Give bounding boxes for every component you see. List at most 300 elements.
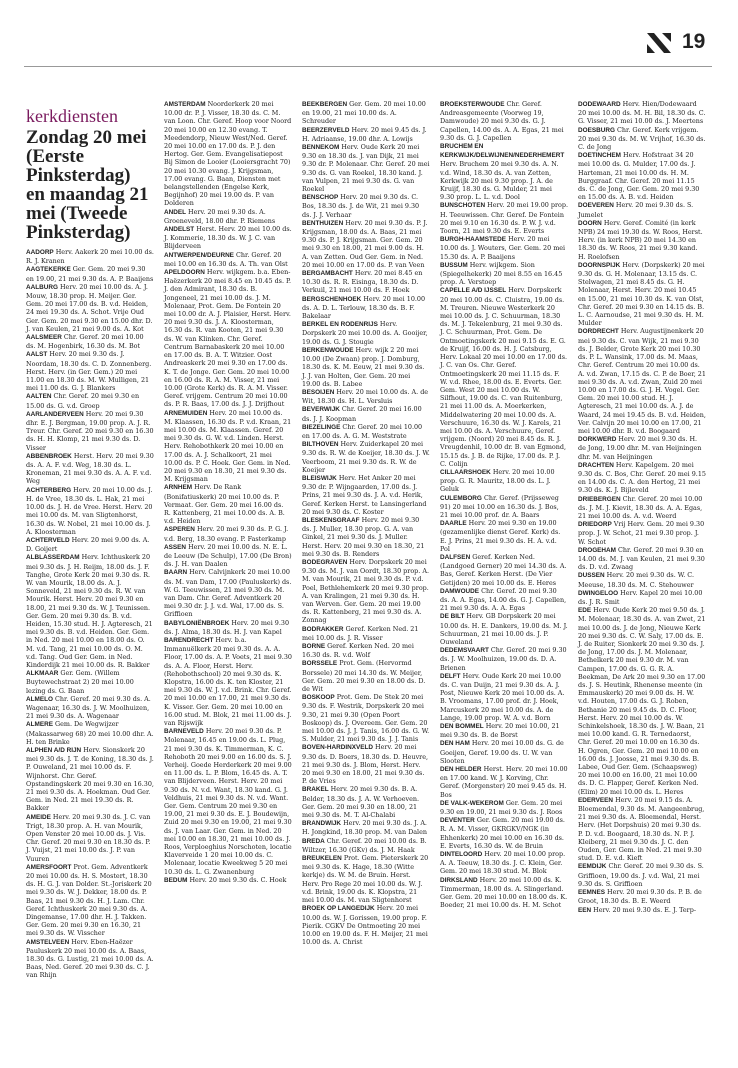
listing-entry: [302, 743, 430, 785]
service-details: Herv. 20 mei 9.30 ds. P. Molenaar, 16.45 en 19.00 ds. L. Plug, 21 mei 9.30 ds. K. Timmerman, K. C. Rehoboth 20 mei 9.00 en 16.00 ds. S. J. Verheij. Goede Herderkerk 20 mei 9.00 en 11.00 ds. L. P. Blom, 16.45 ds. A. T. van Blijderveen. Herst. Herv. 20 mei 9.30 ds. N. v.d. Want, 18.30 kand. G. J. Veldhuis, 21 mei 9.30 ds. N. v.d. Want. Ger. Gem. Centrum 20 mei 9.30 en 19.00, 21 mei 9.30 ds. E. J. Boudewijn, Zuid 20 mei 9.30 en 19.00, 21 mei 9.30 ds. J. van Laar. Ger. Gem. in Ned. 20 mei 10.00 en 18.30, 21 mei 10.00 ds. J. Roos, Verploeghius Norschoten, locatie Klaverveide 1 20 mei 10.00 ds. C. Molenaar, locatie Kweekweg 5 20 mei 10.30 ds. L. G. Zwanenburg: [164, 727, 292, 876]
place-name: DEDEMSVAART: [440, 647, 489, 655]
place-name: ASPEREN: [164, 526, 195, 534]
listing-entry: [578, 435, 706, 461]
place-name: EEMNES: [578, 889, 605, 897]
service-details: Herv. (Dorpskerk) 20 mei 9.30 ds. G. H. Molenaar, 13.15 ds. C. Stelwagen, 21 mei 8.45 ds. G. H. Molenaar, Herst. Herv. 20 mei 10.45 en 15.00, 21 mei 10.30 ds. K. van Olst, Chr. Geref. 20 mei 9.30 en 14.15 ds. B. L. C. Aarnoudse, 21 mei 9.30 ds. H. M. Mulder: [578, 260, 705, 328]
place-name: EEN: [578, 906, 592, 914]
listing-entry: [26, 938, 154, 980]
listing-entry: [26, 695, 154, 721]
listing-entry: [440, 612, 568, 646]
place-name: BESOIJEN: [302, 388, 335, 396]
listing-entry: [578, 862, 706, 888]
place-name: BRAKEL: [302, 786, 329, 794]
service-details: Prot. Gem. De Stek 20 mei 9.30 ds. F. Westrik, Dorpskerk 20 mei 9.30, 21 mei 9.30 (Open Poort Boskoop) ds. J. Overeem. Ger. Gem. 20 mei 10.00 ds. J. J. Tanis, 16.00 ds. G. W. S. Mulder, 21 mei 9.30 ds. J. J. Tanis: [302, 693, 430, 744]
service-details: Geref. Kerken Ned. (Landgoed Gerner) 20 mei 14.30 ds. A. Bas, Geref. Kerken Herst. (De Vier Getijden) 20 mei 10.00 ds. E. Heres: [440, 552, 567, 587]
service-details: Herv. 20 mei 9.30 dhr. E. J. Bergman, 19.00 prop. A. J. R. Treur. Chr. Geref. 20 mei 9.30 en 16.30 ds. H. H. Klomp, 21 mei 9.30 ds. D. Visser: [26, 409, 154, 452]
place-name: BAARN: [164, 569, 188, 577]
service-details: Chr. Geref. 20 mei 10.00 en 17.00 ds. A. G. M. Weststrate: [302, 422, 423, 440]
service-details: Herv. 20 mei 9.30 ds. E. J. Terp-: [591, 905, 696, 914]
service-details: Herv. 20 mei 9.30 en 19.00 (gezamenlijke dienst Geref. Kerk) ds. E. J. Prins, 21 mei 9.30 ds. H. A. v.d. Pol: [440, 519, 561, 553]
place-name: DOORN: [578, 219, 602, 227]
service-details: Herv. 20 mei 9.30 ds. J. Alma, 18.30 ds. H. J. van Kapel: [164, 618, 290, 636]
place-name: ARNHEM: [164, 484, 193, 492]
listing-entry: [302, 100, 430, 126]
place-name: APELDOORN: [164, 269, 205, 277]
listing-entry: [578, 495, 706, 521]
place-name: BERKENWOUDE: [302, 346, 354, 354]
place-name: BLEISWIJK: [302, 474, 337, 482]
place-name: EDE: [578, 607, 592, 615]
service-details: Herv. Oude Kerk 20 mei 10.00 ds. C. van Duijn, 21 mei 9.30 ds. A. J. Post, Nieuwe Kerk 20 mei 10.00 ds. A. B. Vroomans, 17.00 prof. dr. J. Hoek, Marcuskerk 20 mei 10.00 ds. A. de Lange, 19.00 prop. W. A. v.d. Born: [440, 671, 565, 722]
service-details: Herv. 20 mei 9.30 ds. C. Hoek: [187, 875, 287, 884]
service-details: Herv. Eben-Haëzer Pauluskerk 20 mei 10.00 ds. A. Baas, 18.30 ds. G. Lustig, 21 mei 10.00 ds. A. Baas, Ned. Geref. 20 mei 9.30 ds. C. J. van Rhijn: [26, 937, 154, 980]
service-details: Herv. 20 mei 10.00 ds. J. H. de Vree, 18.30 ds. L. Hak, 21 mei 10.00 ds. J. H. de Vree. Herst. Herv. 20 mei 10.00 ds. M. van Sligtenhorst, 16.30 ds. W. Nobel, 21 mei 10.00 ds. J. A. Kloosterman: [26, 485, 153, 536]
place-name: BLESKENSGRAAF: [302, 516, 360, 524]
listing-entry: [26, 553, 154, 669]
place-name: DUSSEN: [578, 572, 605, 580]
listing-entry: [302, 126, 430, 143]
listing-entry: [578, 606, 706, 796]
place-name: AALST: [26, 351, 48, 359]
listing-entry: [578, 461, 706, 495]
listing-entry: [578, 126, 706, 152]
page-number: 19: [682, 30, 706, 53]
listing-entry: [440, 799, 568, 816]
place-name: CAPELLE A/D IJSSEL: [440, 287, 507, 295]
listing-entry: [302, 405, 430, 422]
place-name: BOVEN-HARDINXVELD: [302, 744, 374, 752]
listing-entry: [440, 876, 568, 910]
service-details: Herv. 20 mei 9.15 ds. A. Bloemendal, 9.30 ds. M. Aangeenbrug, 21 mei 9.30 ds. A. Bloemendal, Herst. Herv. (Het Dorpshuis) 20 mei 9.30 ds. P. D. v.d. Boogaard, 18.30 ds. N. P. J. Kleiberg, 21 mei 9.30 ds. J. C. den Ouden, Ger. Gem. in Ned. 21 mei 9.30 stud. D. E. v.d. Kieft: [578, 795, 705, 863]
listing-column-2: [164, 100, 292, 885]
service-details: Chr. Geref. 20 mei 10.00 ds. B. Wiltzer, 16.30 (GKv) ds. J. M. Haak: [302, 836, 427, 854]
place-name: BROEK OP LANGEDIJK: [302, 905, 375, 913]
listing-entry: [164, 251, 292, 268]
service-details: Herv. b.a. Immanuëlkerk 20 mei 9.30 ds. A. A. Floor, 17.00 ds. A. P. Voets, 21 mei 9.30 ds. A. A. Floor, Herst. Herv. (Rehobothschool) 20 mei 9.30 ds. K. Klopstra, 16.00 ds. K. ten Kloster, 21 mei 9.30 ds. W. J. v.d. Brink. Chr. Geref. 20 mei 10.00 en 17.00, 21 mei 9.30 ds. K. Visser. Ger. Gem. 20 mei 10.00 en 16.00 stud. M. Blok, 21 mei 11.00 ds. J. van Rijswijk: [164, 636, 292, 728]
service-details: Herv. Dorpskerk 20 mei 10.00 ds. A. Gooijer, 19.00 ds. G. J. Stougie: [302, 320, 428, 346]
place-name: BENTHUIZEN: [302, 219, 344, 227]
place-name: BREUKELEN: [302, 855, 342, 863]
listing-entry: [164, 100, 292, 208]
service-details: Herv. 20 mei 10.00 ds. J. Wouters, Ger. Gem. 20 mei 15.30 ds. A. P. Baaijens: [440, 235, 566, 261]
listing-entry: [440, 468, 568, 494]
service-details: Prot. Gem. Adventkerk 20 mei 10.00 ds. H. S. Mostert, 18.30 ds. H. G. J. van Dolder. St.-Joriskerk 20 mei 9.30 ds. W. J. Dekker, 18.00 ds. P. Baas, 21 mei 9.30 ds. H. J. Lam. Chr. Geref. Ichthuskerk 20 mei 9.30 ds. A. Dingemanse, 17.00 dhr. H. J. Takken. Ger. Gem. 20 mei 9.30 en 16.30, 21 mei 9.30 ds. W. Visscher: [26, 862, 152, 938]
place-name: ACHTERVELD: [26, 536, 70, 544]
service-details: Herv. 20 mei 9.00 ds. A. D. Goijert: [26, 535, 150, 554]
service-details: Herv. 20 mei 10.00 prop. G. R. Mauritz, 18.00 ds. L. J. Geluk: [440, 467, 555, 494]
service-details: Prot. Gem. (Hervormd Borssele) 20 mei 14.30 ds. W. Meijer, Ger. Gem. 20 mei 9.30 en 18.00 ds. D. de Wit: [302, 659, 426, 694]
service-details: Gem. De Wegwijzer (Makassarweg 68) 20 mei 10.00 dhr. A. H. ten Brinke: [26, 720, 154, 746]
listing-entry: [302, 693, 430, 743]
place-name: DROGEHAM: [578, 546, 616, 554]
listing-entry: [440, 765, 568, 799]
service-details: Herv. Aakerk 20 mei 10.00 ds. R. J. Kranen: [26, 248, 154, 266]
listing-entry: [164, 619, 292, 636]
place-name: DOETINCHEM: [578, 152, 621, 160]
listing-entry: [164, 636, 292, 727]
listing-entry: [26, 248, 154, 265]
page-title: Zondag 20 mei (Eerste Pinksterdag) en maandag 21 mei (Tweede Pinksterdag): [26, 127, 149, 243]
service-details: Herv. Het Anker 20 mei 9.30 dr. P. Wijngaarden, 17.00 ds. J. Prins, 21 mei 9.30 ds. J. A. v.d. Herik, Geref. Kerken Herst. te Lansingerland 20 mei 9.30 ds. C. Koster: [302, 473, 427, 516]
service-details: Herv. Hofstraat 34 20 mei 10.00 ds. G. Mulder, 17.00 ds. J. Harteman, 21 mei 10.00 ds. H. M. Burggraaf. Chr. Geref. 20 mei 11.15 ds. C. de Jong, Ger. Gem. 20 mei 9.30 en 15.00 ds. A. B. v.d. Heiden: [578, 151, 700, 202]
listing-entry: [440, 100, 568, 142]
listing-entry: [440, 235, 568, 261]
service-details: Herst. Herv. 20 mei 10.00 ds. J. Kommerie, 18.30 ds. W. J. C. van Blijderveen: [164, 225, 292, 251]
listing-entry: [302, 659, 430, 693]
service-details: Herv. 20 mei 9.30 ds. S. Jumelet: [578, 201, 694, 219]
place-name: EDERVEEN: [578, 796, 614, 804]
service-details: Geref. Kerken Ned. 20 mei 16.30 ds. R. v.d. Wolf: [302, 642, 414, 660]
place-name: BILTHOVEN: [302, 441, 339, 449]
service-details: Herv. 20 mei 9.30 ds. P. B. de Groot, 18.30 ds. B. E. Weerd: [578, 888, 702, 906]
place-name: BROEKSTERWOUDE: [440, 101, 505, 108]
place-name: ALMERE: [26, 721, 53, 729]
service-details: Chr. Geref. (Prijsseweg 91) 20 mei 10.00 en 16.30 ds. J. Bos, 21 mei 10.00 prof. dr. A. Baars: [440, 493, 559, 519]
service-details: Herv. Hien/Dodewaard 20 mei 10.00 ds. M. H. Bil, 18.30 ds. C. G. Visser, 21 mei 10.00 ds. J. Meertens: [578, 100, 706, 126]
listing-entry: [440, 850, 568, 876]
place-name: BENSCHOP: [302, 194, 339, 202]
listing-entry: [578, 151, 706, 201]
place-name: BENNEKOM: [302, 144, 340, 152]
listing-entry: [440, 722, 568, 739]
service-details: Herst. Herv. 20 mei 10.00 en 17.00 kand. W. J. Korving, Chr. Geref. (Morgenster) 20 mei 9.45 ds. H. Bos: [440, 765, 568, 799]
place-name: DEN BOMMEL: [440, 723, 484, 731]
listing-entry: [578, 219, 706, 261]
place-name: BERGAMBACHT: [302, 270, 353, 278]
service-details: Herv. wijkgem. Sion (Spiegelhekerk) 20 mei 8.55 en 16.45 prop. A. Verstoep: [440, 260, 563, 287]
listing-entry: [578, 327, 706, 435]
place-name: BEDUM: [164, 876, 188, 884]
listing-entry: [302, 320, 430, 346]
place-name: AMSTERDAM: [164, 101, 206, 108]
listing-column-4: [440, 100, 568, 910]
service-details: Herv. Zuiderkapel 20 mei 9.30 ds. R. W. de Koeijer, 18.30 ds. J. W. Veerboom, 21 mei 9.30 ds. R. W. de Koeijer: [302, 440, 430, 474]
place-name: DOESBURG: [578, 126, 615, 134]
place-name: ACHTERBERG: [26, 486, 72, 494]
place-name: BERGSCHENHOEK: [302, 295, 362, 303]
place-name: BRUCHEM EN KERKWIJK/DELWIJNEN/NEDERHEMERT: [440, 143, 565, 160]
service-details: Ger. Gem. 20 mei 9.30 en 19.00, 21 mei 9.30 ds. A. P. Baaijens: [26, 265, 154, 283]
service-details: Chr. Geref. 20 mei 10.00 ds. J. M. J. Kievit, 18.30 ds. A. A. Egas, 21 mei 10.00 ds. A. v.d. Weerd: [578, 494, 703, 520]
service-details: Herv. 20 mei 10.00 ds. K. Timmerman, 18.00 ds. A. Slingerland. Ger. Gem. 20 mei 10.00 en 18.00 ds. K. Boeder, 21 mei 10.00 ds. H. M. Schot: [440, 875, 568, 910]
place-name: EEMDIJK: [578, 863, 607, 871]
service-details: Herv. 20 mei 9.30 ds. D. Boers, 18.30 ds. D. Heuvre, 21 mei 9.30 ds. J. Blom, Herst. Herv. 20 mei 9.30 en 18.00, 21 mei 9.30 ds. P. de Vries: [302, 743, 429, 786]
service-details: Herv. 20 mei 9.30 ds. B. A. Belder, 18.30 ds. J. A. W. Verhoeven. Ger. Gem. 20 mei 9.30 en 18.00, 21 mei 9.30 ds. M. T. Al-Chalabi: [302, 785, 420, 820]
listing-entry: [26, 486, 154, 536]
place-name: DAARLE: [440, 520, 467, 528]
listing-entry: [578, 888, 706, 905]
place-name: DAMWOUDE: [440, 587, 480, 595]
place-name: BUNSCHOTEN: [440, 202, 486, 210]
place-name: ALMELO: [26, 695, 53, 703]
listing-entry: [302, 904, 430, 946]
place-name: ANTWERPEN/DEURNE: [164, 251, 234, 259]
place-name: AALBURG: [26, 283, 58, 291]
place-name: DRIEDORP: [578, 521, 612, 529]
place-name: AMERSFOORT: [26, 863, 72, 871]
service-details: Ger. Gem. 20 mei 9.30 en 19.00, 21 mei 9.30 ds. J. Roos: [440, 798, 563, 817]
listing-entry: [26, 410, 154, 452]
page-header: [0, 0, 738, 62]
service-details: Chr. Geref. 20 mei 9.30 en 14.00 ds. M. J. van Keulen, 21 mei 9.30 ds. D. v.d. Zwaag: [578, 545, 705, 572]
listing-entry: [578, 546, 706, 572]
place-name: BERKEL EN RODENRIJS: [302, 321, 378, 329]
listing-entry: [302, 269, 430, 295]
place-name: BARNEVELD: [164, 728, 204, 736]
service-details: Chr. Geref. 20 mei 10.00 ds. M. Hogenbirk, 16.30 ds. M. Bot: [26, 333, 144, 351]
service-details: Herv. Ichthuskerk 20 mei 9.30 ds. J. H. Reijm, 18.00 ds. J. F. Tanghe, Grote Kerk 20 mei 9.30 ds. R. W. van Mourik, 18.00 ds. A. J. Sonneveld, 21 mei 9.30 ds. R. W. van Mourik. Herst. Herv. 20 mei 9.30 en 18.00, 21 mei 9.30 ds. W. J. Teunissen. Ger. Gem. 20 mei 9.30 ds. B. v.d. Heiden, 15.30 stud. H. J. Agteresch, 21 mei 9.30 ds. B. v.d. Heiden. Ger. Gem. in Ned. 20 mei 10.00 en 18.00 ds. O. M. v.d. Tang, 21 mei 10.00 ds. O. M. v.d. Tang. Oud Ger. Gem. in Ned. Kinderdijk 21 mei 10.00 ds. R. Bakker: [26, 553, 153, 669]
service-details: Herv. 20 mei 9.45 ds. J. H. Adriaanse, 19.00 dhr. A. Lowijs: [302, 125, 427, 143]
service-details: Herv. 20 mei 10.00 ds. W. J. Gorissen, 19.00 prop. F. Pierik. CGKV De Ontmoeting 20 mei 10.00 en 19.00 ds. F. H. Meijer, 21 mei 10.00 ds. A. Christ: [302, 904, 428, 947]
place-name: DEVENTER: [440, 817, 475, 825]
place-name: DELFT: [440, 672, 461, 680]
place-name: ALKMAAR: [26, 670, 59, 678]
place-name: AARLANDERVEEN: [26, 410, 84, 418]
service-details: Herv. Sionskerk 20 mei 9.30 ds. J. T. de Koning, 18.30 ds. J. P. Ouweland, 21 mei 10.00 ds. F. Wijnhorst. Chr. Geref. Opstandingskerk 20 mei 9.30 en 16.30, 21 mei 9.30 ds. A. Hoekman. Oud Ger. Gem. in Ned. 21 mei 19.30 ds. R. Bakker: [26, 745, 154, 813]
service-details: Prot. Gem. Pieterskerk 20 mei 9.30 ds. K. Hage, 18.30 (Witte kerkje) ds. W. M. de Bruin. Herst. Herv. Pro Rege 20 mei 10.00 ds. W. J. v.d. Brink, 19.00 ds. K. Klopstra, 21 mei 10.00 ds. M. van Sligtenhorst: [302, 854, 429, 905]
listing-entry: [164, 225, 292, 251]
service-details: Herv. Dorpskerk 20 mei 9.30 ds. M. J. van Oordt, 18.30 prop. A. M. van Mourik, 21 mei 9.30 ds. P. v.d. Poel, Bethlehemkerk 20 mei 9.30 prop. A. van Kralingen, 21 mei 9.30 ds. H. van Werven. Ger. Gem. 20 mei 19.00 ds. R. Kattenberg, 21 mei 9.30 ds. A. Zonnag: [302, 557, 429, 625]
service-details: Herv. 20 mei 10.00 ds. A. de Wit, 18.30 ds. H. L. Versluis: [302, 387, 429, 406]
service-details: Herv. GB Dorpskerk 20 mei 10.00 ds. H. E. Dankers, 19.00 ds. M. J. Schuurman, 21 mei 10.00 ds. J. P. Ouweland: [440, 612, 568, 646]
service-details: Herv. Dorpskerk 20 mei 10.00 ds. C. Cluistra, 19.00 ds. M. Treuren. Nieuwe Westerkerk 20 mei 10.00 ds. J. C. Schuurman, 18.30 ds. M. J. Tekelenburg, 21 mei 9.30 ds. J. C. Schuurman, Prot. Gem. De Ontmoetingskerk 20 mei 9.15 ds. E. G. de Kruijf, 16.00 ds. H. J. Catsburg, Herv. Lokaal 20 mei 10.00 en 17.00 ds. J. C. van Os. Chr. Geref. Ontmoetingskerk 20 mei 11.15 ds. F. W. v.d. Rhee, 18.00 ds. E. Everts. Ger. Gem. West 20 mei 10.00 ds. W. Silfhout, 19.00 ds. C. van Ruitenburg, 21 mei 11.00 ds. A. Moerkerken, Middelwatering 20 mei 10.00 ds. A. Verschuure, 16.30 ds. W. J. Karels, 21 mei 10.00 ds. A. Verschuure, Geref. vrijgem. (Noord) 20 mei 8.45 ds. R. J. Vreugdenhil, 10.00 dr. B. van Egmond, 15.15 ds. J. B. de Rijke, 17.00 ds. P. J. C. Colijn: [440, 286, 568, 468]
service-details: Herv. De Rank (Bonifatiuskerk) 20 mei 10.00 ds. P. Vermaat. Ger. Gem. 20 mei 16.00 ds. R. Kattenberg, 21 mei 10.00 ds. A. B. v.d. Heiden: [164, 483, 285, 526]
place-name: DORKWERD: [578, 436, 617, 444]
listing-entry: [26, 333, 154, 350]
listing-entry: [26, 720, 154, 746]
place-name: BORNE: [302, 643, 326, 650]
listing-entry: [302, 143, 430, 193]
place-name: BIEZELINGE: [302, 423, 341, 431]
listing-entry: [578, 796, 706, 863]
place-name: ALBLASSERDAM: [26, 554, 80, 562]
place-name: DE BILT: [440, 613, 465, 621]
place-name: DEN HAM: [440, 740, 470, 748]
place-name: DRIEBERGEN: [578, 495, 621, 503]
place-name: BARENDRECHT: [164, 637, 214, 644]
listing-entry: [440, 587, 568, 613]
listing-entry: [440, 519, 568, 553]
place-name: BREDA: [302, 837, 325, 845]
place-name: BEEKBERGEN: [302, 101, 348, 108]
service-details: Herv. 20 mei 10.00, 21 mei 9.30 ds. B. de Borst: [440, 722, 560, 740]
listing-entry: [440, 646, 568, 672]
listing-entry: [164, 543, 292, 569]
place-name: ASSEN: [164, 543, 187, 551]
listing-entry: [440, 142, 568, 201]
listing-entry: [302, 854, 430, 904]
service-details: Chr. Geref. Andreasgemeente (Voorweg 19, Damwoude) 20 mei 9.30 ds. G. J. Capellen, 14.00 ds. A. A. Egas, 21 mei 9.30 ds. G. J. Capellen: [440, 100, 564, 142]
place-name: DORDRECHT: [578, 328, 619, 336]
listing-entry: [302, 440, 430, 474]
listing-entry: [578, 906, 706, 915]
service-details: Herv. 20 mei 9.30 ds. J. A. H. Jongkind, 18.30 prop. M. van Dalen: [302, 819, 427, 837]
listing-entry: [164, 876, 292, 885]
service-details: Ger. Gem. (Willem Buytewechstraat 2) 20 mei 10.00 lezing ds. G. Baan: [26, 669, 134, 695]
section-label: kerkdiensten: [26, 106, 118, 126]
place-name: DALFSEN: [440, 553, 471, 561]
place-name: DIRKSLAND: [440, 876, 478, 884]
service-details: Herv. 20 mei 10.00 ds. M. Klaassen, 16.30 ds. P. v.d. Kraan, 21 mei 10.00 ds. M. Klaassen. Geref. 20 mei 9.30 ds. G. W. v.d. Linden. Herst. Herv. Rehobothkerk 20 mei 10.00 en 17.00 ds. A. J. Schalkoort, 21 mei 10.00 ds. P. C. Hoek. Ger. Gem. in Ned. 20 mei 9.30 en 18.30, 21 mei 9.30 ds. M. Krijgsman: [164, 408, 292, 484]
listing-entry: [26, 669, 154, 695]
service-details: Herv. 20 mei 9.30 ds. P. G. J. v.d. Berg, 18.30 evang. P. Fasterkamp: [164, 525, 289, 543]
service-details: Chr. Geref. 20 mei 9.30 ds. S. Griffioen, 19.00 ds. J. v.d. Wal, 21 mei 9.30 ds. S. Griffioen: [578, 862, 704, 888]
listing-entry: [26, 746, 154, 813]
listing-entry: [578, 589, 706, 606]
listing-entry: [440, 816, 568, 850]
service-details: Herv. 20 mei 10.00 prop. A. A. Teeuw, 18.30 ds. J. C. Klein, Ger. Gem. 20 mei 18.30 stud. M. Blok: [440, 850, 566, 876]
place-name: BEERZERVELD: [302, 126, 350, 134]
place-name: DODEWAARD: [578, 101, 621, 108]
place-name: BOSKOOP: [302, 694, 335, 702]
listing-entry: [440, 494, 568, 520]
place-name: BABYLONIËNBROEK: [164, 619, 230, 627]
listing-entry: [164, 727, 292, 876]
listing-entry: [26, 265, 154, 282]
header-divider: [24, 66, 712, 67]
listing-entry: [302, 193, 430, 219]
listing-column-3: [302, 100, 430, 946]
service-details: Herv. Bruchem 20 mei 9.30 ds. A. N. v.d. Wind, 18.30 ds. A. van Zetten, Kerkwijk 20 mei 9.30 prop. J. A. de Kruijf, 18.30 ds. G. Mulder, 21 mei 9.30 prop. L. L. v.d. Dool: [440, 160, 559, 202]
listing-entry: [26, 392, 154, 409]
service-details: Herst. Herv. 20 mei 9.30 ds. A. A. F. v.d. Weg, 18.30 ds. L. Kroneman, 21 mei 9.30 ds. A. A. F. v.d. Weg: [26, 451, 154, 486]
place-name: ABBENBROEK: [26, 452, 72, 460]
place-name: DRACHTEN: [578, 461, 614, 469]
place-name: AADORP: [26, 249, 54, 256]
place-name: ARNEMUIDEN: [164, 409, 208, 417]
service-details: Herv. 20 mei 9.30 ds. H. de Jong, 19.00 dhr. M. van Heijningen dhr. M. van Heijningen: [578, 435, 702, 461]
service-details: Chr. Geref. 20 mei 9.30 ds. A. Wagenaar, 16.30 ds. J. W. Moolhuizen, 21 mei 9.30 ds. A. Wagenaar: [26, 694, 151, 721]
service-details: Herv. 20 mei 9.30 ds. J. C. van Trigt, 18.30 prop. A. H. van Mourik, Open Venster 20 mei 10.00 ds. J. Vis. Chr. Geref. 20 mei 9.30 en 18.30 ds. P. J. Vuijst, 21 mei 10.00 ds. J. P. van Vuuren: [26, 812, 151, 863]
place-name: BEVERWIJK: [302, 406, 340, 414]
service-details: Herv. wijk 2 20 mei 10.00 (De Zwaan) prop. J. Domburg, 18.30 ds. K. M. Eeuw, 21 mei 9.30 ds. J. J. van Holten, Ger. Gem. 20 mei 19.00 ds. B. Labee: [302, 345, 425, 388]
listing-entry: [578, 100, 706, 126]
service-details: Ger. Gem. 20 mei 19.00 ds. R. A. M. Visser, GKRGKV/NGK (in Ehhenkerk) 20 mei 10.00 en 16.30 ds. E. Everts, 16.30 ds. W. de Bruin: [440, 816, 565, 850]
service-details: Herv. 20 mei 8.45 en 10.30 ds. R. R. Eisinga, 18.30 ds. D. Verkuil, 21 mei 10.00 ds. F. Hoek: [302, 269, 423, 295]
place-name: DOORNSPIJK: [578, 261, 621, 269]
service-details: Herv. 20 mei 9.30 ds. C. Bos, 18.30 ds. J. de Wit, 21 mei 9.30 ds. J. J. Verhaar: [302, 193, 420, 219]
listing-column-5: [578, 100, 706, 915]
service-details: Herv. 20 mei 9.30 ds. A. Groeneveld, 18.00 dhr. P. Riemens: [164, 207, 276, 225]
listing-entry: [164, 409, 292, 484]
listing-entry: [440, 739, 568, 765]
listing-entry: [26, 350, 154, 392]
listing-entry: [302, 388, 430, 405]
listing-entry: [302, 785, 430, 819]
listing-entry: [302, 819, 430, 836]
listing-entry: [302, 558, 430, 625]
service-details: Herv. 20 mei 9.30 ds. W. C. Meeuse, 18.30 ds. M. C. Stehouwer: [578, 571, 694, 589]
listing-entry: [164, 568, 292, 618]
listing-entry: [302, 837, 430, 854]
service-details: Ger. Gem. 20 mei 10.00 en 19.00, 21 mei 10.00 ds. A. Schreuder: [302, 100, 426, 126]
service-details: Herv. wijkgem. b.a. Eben-Haëzerkerk 20 mei 8.45 en 10.45 ds. P. J. den Admirant, 18.30 ds. B. Jongeneel, 21 mei 10.00 ds. J. M. Molenaar, Prot. Gem. De Fontein 20 mei 10.00 dr. A. J. Plaisier, Herst. Herv. 20 mei 9.30 ds. J. A. Kloosterman, 16.30 ds. R. van Kooten, 21 mei 9.30 ds. W. van Klinken. Chr. Geref. Centrum Barnabaskerk 20 mei 10.00 en 17.00 ds. B. A. T. Witzier. Oost Andreaskerk 20 mei 9.30 en 17.00 ds. K. T. de Jonge. Ger. Gem. 20 mei 10.00 en 16.00 ds. R. A. M. Visser, 21 mei 10.00 (Grote Kerk) ds. R. A. M. Visser. Geref. vrijgem. Centrum 20 mei 10.00 ds. P. R. Baas, 17.00 ds. J. J. Drijfhout: [164, 268, 292, 409]
listing-entry: [578, 520, 706, 546]
place-name: BUSSUM: [440, 261, 468, 269]
service-details: Chr. Geref. 20 mei 16.00 ds. J. J. Koopman: [302, 405, 422, 423]
service-details: Vrij Herv. Gem. 20 mei 9.30 prop. J. W. Schot, 21 mei 9.30 prop. J. W. Schot: [578, 520, 705, 546]
place-name: AALTEN: [26, 393, 52, 401]
service-details: Chr. Geref. 20 mei 9.30 ds. A. A. Egas, 14.00 ds. G. J. Capellen, 21 mei 9.30 ds. A. A. Egas: [440, 586, 567, 613]
place-name: BODEGRAVEN: [302, 558, 348, 566]
listing-entry: [302, 642, 430, 659]
service-details: Geref. Kerken Ned. 21 mei 10.00 ds. J. R. Visser: [302, 624, 419, 642]
listing-entry: [440, 672, 568, 722]
service-details: Herv. Augustijnenkerk 20 mei 9.30 ds. C. van Wijk, 21 mei 9.30 ds. J. Belder, Grote Kerk 20 mei 10.30 ds. P. L. Wansink, 17.00 ds. M. Maas, Chr. Geref. Centrum 20 mei 10.00 ds. A. v.d. Zwan, 17.15 ds. C. P. de Boer, 21 mei 9.30 ds. A. v.d. Zwan, Zuid 20 mei 10.00 en 17.00 ds. G. J. H. Vogel. Ger. Gem. 20 mei 10.00 stud. H. J. Agteresch, 21 mei 10.00 ds. A. J. de Waard, 24 mei 19.45 ds. B. v.d. Heiden, Ver. Calvijn 20 mei 10.00 en 17.00, 21 mei 10.00 dhr. B. v.d. Boogaard: [578, 327, 706, 435]
listing-entry: [440, 553, 568, 587]
place-name: CULEMBORG: [440, 494, 482, 502]
place-name: DE VALK-WEKEROM: [440, 799, 504, 807]
listing-column-1: [26, 106, 154, 980]
place-name: BORSSELE: [302, 660, 338, 668]
listing-entry: [302, 219, 430, 269]
listing-entry: [302, 625, 430, 642]
place-name: DINTELOORD: [440, 851, 483, 859]
service-details: Herv. Kapel 20 mei 10.00 ds. J. R. Smit: [578, 588, 703, 606]
listing-entry: [578, 571, 706, 588]
place-name: AMSTELVEEN: [26, 938, 70, 946]
listing-entry: [164, 483, 292, 525]
place-name: AMEIDE: [26, 813, 51, 821]
service-details: Herv. Kapelgem. 20 mei 9.30 ds. C. Bos, Chr. Geref. 20 mei 9.15 en 14.00 ds. C. A. den Hertog, 21 mei 9.30 ds. K. J. Bijleveld: [578, 460, 706, 495]
service-details: Herv. Geref. Comité (in kerk NPB) 24 mei 19.30 ds. W. Roos, Herst. Herv. (in kerk NPB) 20 mei 14.30 en 18.30 ds. W. Roos, 21 mei 9.30 kand. H. Roelofsen: [578, 218, 703, 261]
listing-entry: [26, 536, 154, 553]
listing-entry: [164, 525, 292, 542]
listing-entry: [164, 268, 292, 408]
place-name: BURGH-HAAMSTEDE: [440, 236, 507, 244]
listing-entry: [302, 346, 430, 388]
listing-entry: [302, 516, 430, 558]
service-details: Herv. 20 mei 9.30 ds. P. J. Krijgsman, 18.00 ds. A. Baas, 21 mei 9.30 ds. P. J. Krijgsman. Ger. Gem. 20 mei 9.30 en 18.00, 21 mei 9.00 ds. H. A. van Zetten. Oud Ger. Gem. in Ned. 20 mei 10.00 en 17.00 ds. P. van Veen: [302, 218, 428, 269]
place-name: ANDEL: [164, 208, 187, 216]
listing-entry: [578, 261, 706, 328]
place-name: DOEVEREN: [578, 202, 614, 210]
place-name: ANDELST: [164, 226, 195, 234]
place-name: BRANDWIJK: [302, 820, 342, 828]
listing-entry: [26, 452, 154, 486]
listing-entry: [440, 286, 568, 467]
place-name: BODRAKKER: [302, 625, 344, 633]
listing-entry: [164, 208, 292, 225]
service-details: Herv. 20 mei 10.00 ds. A. J. Mouw, 18.30 prop. H. Meijer. Ger. Gem. 20 mei 17.00 ds. B. v.d. Heiden, 24 mei 19.30 ds. A. Schot. Vrije Oud Ger. Gem. 20 mei 9.30 en 15.00 dhr. D. J. van Keulen, 21 mei 9.00 ds. A. Kot: [26, 282, 153, 333]
service-details: Herv. 20 mei 9.30 ds. J. Noordam, 18.30 ds. C. D. Zonnenberg. Herst. Herv. (in Ger. Gem.) 20 mei 11.00 en 18.30 ds. M. W. Mulligen, 21 mei 11.00 ds. G. J. Blankers: [26, 350, 152, 393]
place-name: DWINGELOO: [578, 589, 619, 597]
listing-entry: [578, 201, 706, 218]
listing-entry: [440, 261, 568, 287]
service-details: Chr. Geref. 20 mei 9.30 ds. J. W. Moolhuizen, 19.00 ds. D. A. Brienen: [440, 646, 567, 672]
service-details: Chr. Geref. 20 mei 10.00 en 16.30 ds. A. Th. van Olst: [164, 250, 288, 268]
service-details: Herv. 20 mei 9.30 ds. J. Muller, 18.30 prop. G. A. van Ginkel, 21 mei 9.30 ds. J. Muller. Herst. Herv. 20 mei 9.30 en 18.30, 21 mei 9.30 ds. B. Renders: [302, 515, 425, 558]
listing-entry: [26, 283, 154, 333]
listing-entry: [26, 813, 154, 863]
listing-entry: [302, 295, 430, 321]
listing-entry: [302, 474, 430, 516]
listing-entry: [440, 201, 568, 235]
place-name: AALSMEER: [26, 334, 62, 342]
place-name: AAGTEKERKE: [26, 266, 71, 274]
service-details: Herv. 20 mei 10.00 ds. A. D. L. Terlouw, 18.30 ds. B. F. Bakelaar: [302, 294, 426, 321]
service-details: Chr. Geref. Kerk vrijgem. 20 mei 9.30 ds. M. W. Vrijhof, 16.30 ds. C. de Jong: [578, 125, 706, 152]
listing-entry: [302, 423, 430, 440]
service-details: Noorderkerk 20 mei 10.00 dr. P. J. Visser, 18.30 ds. C. M. van Loon. Chr. Geref. Hoop voor Noord 20 mei 10.00 en 12.30 evang. T. Meedendorp, Nieuw West/Ned. Geref. 20 mei 10.00 en 17.00 ds. P. J. den Hertog. Ger. Gem. Evangelisatiepost Bij Simon de Looier (Looiersgracht 70) 20 mei 10.30 evang. J. Krijgsman, 17.00 evang. G. Baan, Diensten met belangstellenden (Engelse Kerk, Begijnhof) 20 mei 19.00 ds. P. van Dolderen: [164, 100, 292, 208]
place-name: DEN HELDER: [440, 766, 482, 774]
place-name: ALPHEN A/D RIJN: [26, 746, 82, 754]
service-details: Herv. 20 mei 19.00 prop. H. Teeuwissen. Chr. Geref. De Fontein 20 mei 9.10 en 16.30 ds. P. W. J. v.d. Toorn, 21 mei 9.30 ds. E. Everts: [440, 201, 568, 236]
service-details: Herv. 20 mei 10.00 ds. G. de Goeijen, Geref. 19.00 ds. U. W. van Slooten: [440, 739, 564, 765]
listing-entry: [26, 863, 154, 938]
place-name: CILLAARSHOEK: [440, 468, 491, 476]
service-details: Herv. Oude Kerk 20 mei 9.30 en 18.30 ds. J. van Dijk, 21 mei 9.30 dr. P. Molenaar. Chr. Geref. 20 mei 9.30 ds. G. van Roekel, 18.30 kand. J. van Vulpen, 21 mei 9.30 ds. G. van Roekel: [302, 143, 430, 194]
